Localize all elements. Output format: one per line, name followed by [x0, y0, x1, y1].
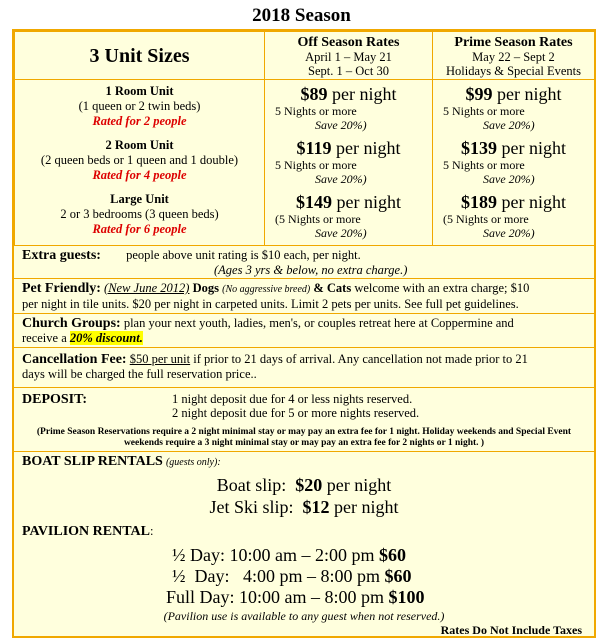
church-discount: 20% discount. — [69, 331, 143, 345]
deposit-section — [14, 388, 594, 452]
save-note: Save 20%) — [483, 118, 535, 132]
pet-section — [14, 279, 594, 314]
church-text-1: plan your next youth, ladies, men's, or couples retreat here at Coppermine and — [123, 316, 514, 330]
pavilion-colon: : — [149, 524, 154, 538]
rentals-section — [14, 452, 594, 637]
price-per: per night — [336, 138, 401, 158]
unit-name: Large Unit — [110, 192, 169, 206]
prime-price-2-room — [433, 138, 594, 192]
boat-slip-label: Boat slip: — [216, 475, 287, 495]
prime-price-large — [433, 192, 594, 240]
unit-large — [15, 192, 264, 237]
save-note: Save 20%) — [315, 226, 367, 240]
pavilion-time: 10:00 am – 2:00 pm — [229, 545, 375, 565]
boat-slip-price: $20 — [295, 475, 323, 495]
jet-ski-price: $12 — [302, 497, 330, 517]
off-season-header — [265, 32, 433, 80]
price-value: $99 — [465, 84, 493, 104]
unit-desc: (1 queen or 2 twin beds) — [78, 99, 201, 113]
unit-desc: (2 queen beds or 1 queen and 1 double) — [40, 153, 239, 167]
prime-season-dates-2: Holidays & Special Events — [445, 64, 582, 78]
taxes-note: Rates Do Not Include Taxes — [440, 623, 582, 637]
unit-2-room — [15, 138, 264, 192]
save-note: Save 20%) — [483, 172, 535, 186]
pavilion-price: $100 — [388, 587, 425, 607]
price-value: $89 — [300, 84, 328, 104]
boat-head: BOAT SLIP RENTALS — [22, 454, 163, 469]
unit-rating: Rated for 4 people — [92, 168, 187, 182]
price-value: $149 — [296, 192, 332, 212]
off-price-1-room — [265, 84, 432, 138]
pet-text-2: per night in tile units. $20 per night in carpeted units. Limit 2 pets per units. See full pet guidelines. — [22, 297, 519, 311]
nights-note: 5 Nights or more — [443, 104, 525, 118]
pet-head: Pet Friendly: — [22, 281, 101, 296]
pavilion-label: ½ Day: — [172, 545, 225, 565]
extra-guests-text: people above unit rating is $10 each, per night. — [126, 248, 361, 262]
jet-ski-per: per night — [334, 497, 399, 517]
price-per: per night — [336, 192, 401, 212]
off-season-title: Off Season Rates — [297, 35, 400, 50]
pavilion-line-1 — [22, 545, 586, 566]
prime-season-title: Prime Season Rates — [454, 35, 573, 50]
pet-new: (New June 2012) — [104, 281, 190, 295]
pet-text-1: welcome with an extra charge; $10 — [354, 281, 530, 295]
off-price-large — [265, 192, 432, 240]
save-note: Save 20%) — [315, 118, 367, 132]
prime-season-prices — [433, 80, 595, 246]
church-head: Church Groups: — [22, 316, 121, 331]
price-per: per night — [332, 84, 397, 104]
boat-slip-line — [22, 474, 586, 496]
off-season-dates-1: April 1 – May 21 — [305, 50, 392, 64]
price-per: per night — [501, 138, 566, 158]
extra-guests-section — [14, 245, 594, 279]
jet-ski-line — [22, 496, 586, 518]
off-season-dates-2: Sept. 1 – Oct 30 — [308, 64, 389, 78]
price-value: $119 — [296, 138, 332, 158]
off-season-prices — [265, 80, 433, 246]
pavilion-line-3 — [22, 587, 586, 608]
rates-panel — [12, 29, 596, 638]
deposit-line-1: 1 night deposit due for 4 or less nights reserved. — [172, 392, 413, 406]
pet-no-aggressive: (No aggressive breed) — [222, 284, 311, 295]
price-per: per night — [501, 192, 566, 212]
unit-sizes-header: 3 Unit Sizes — [15, 32, 265, 80]
prime-season-header — [433, 32, 595, 80]
nights-note: (5 Nights or more — [443, 212, 529, 226]
extra-guests-head: Extra guests: — [22, 248, 101, 263]
nights-note: 5 Nights or more — [275, 158, 357, 172]
pet-dogs: Dogs — [192, 281, 219, 295]
nights-note: (5 Nights or more — [275, 212, 361, 226]
nights-note: 5 Nights or more — [275, 104, 357, 118]
boat-sub: (guests only): — [165, 457, 221, 468]
cancellation-section — [14, 348, 594, 388]
pavilion-note: (Pavilion use is available to any guest when not reserved.) — [163, 609, 445, 623]
price-value: $139 — [461, 138, 497, 158]
unit-descriptions — [15, 80, 265, 246]
extra-guests-note: (Ages 3 yrs & below, no extra charge.) — [214, 263, 408, 277]
deposit-head: DEPOSIT: — [22, 392, 88, 407]
season-title: 2018 Season — [252, 5, 351, 26]
price-per: per night — [497, 84, 562, 104]
save-note: Save 20%) — [315, 172, 367, 186]
unit-rating: Rated for 2 people — [92, 114, 187, 128]
cancel-head: Cancellation Fee: — [22, 352, 127, 367]
pavilion-line-2 — [22, 566, 586, 587]
jet-ski-label: Jet Ski slip: — [209, 497, 294, 517]
pavilion-time: 10:00 am – 8:00 pm — [239, 587, 385, 607]
cancel-text-2: days will be charged the full reservation price.. — [22, 367, 257, 381]
unit-1-room — [15, 84, 264, 138]
off-price-2-room — [265, 138, 432, 192]
boat-slip-per: per night — [326, 475, 392, 495]
prime-price-1-room — [433, 84, 594, 138]
pavilion-label: ½ Day: — [172, 566, 230, 586]
unit-name: 1 Room Unit — [105, 84, 174, 98]
cancel-fee: $50 per unit — [129, 352, 191, 366]
pavilion-head: PAVILION RENTAL — [22, 524, 150, 539]
pavilion-label: Full Day: — [166, 587, 235, 607]
nights-note: 5 Nights or more — [443, 158, 525, 172]
pet-cats: & Cats — [313, 281, 352, 295]
pavilion-time: 4:00 pm – 8:00 pm — [234, 566, 381, 586]
deposit-note-2: weekends require a 3 night minimal stay or may pay an extra fee for 2 nights or 1 night. ) — [123, 438, 485, 448]
church-text-2: receive a — [22, 331, 67, 345]
rates-table — [14, 31, 595, 246]
pavilion-price: $60 — [384, 566, 412, 586]
deposit-note-1: (Prime Season Reservations require a 2 night minimal stay or may pay an extra fee for 1 night. Holiday weekends and Special Event — [36, 427, 572, 437]
cancel-text-1: if prior to 21 days of arrival. Any cancellation not made prior to 21 — [193, 352, 528, 366]
prime-season-dates-1: May 22 – Sept 2 — [472, 50, 555, 64]
price-value: $189 — [461, 192, 497, 212]
unit-name: 2 Room Unit — [105, 138, 174, 152]
church-section — [14, 314, 594, 348]
unit-desc: 2 or 3 bedrooms (3 queen beds) — [60, 207, 219, 221]
unit-rating: Rated for 6 people — [92, 222, 187, 236]
save-note: Save 20%) — [483, 226, 535, 240]
pavilion-price: $60 — [379, 545, 406, 565]
deposit-line-2: 2 night deposit due for 5 or more nights reserved. — [172, 406, 420, 420]
